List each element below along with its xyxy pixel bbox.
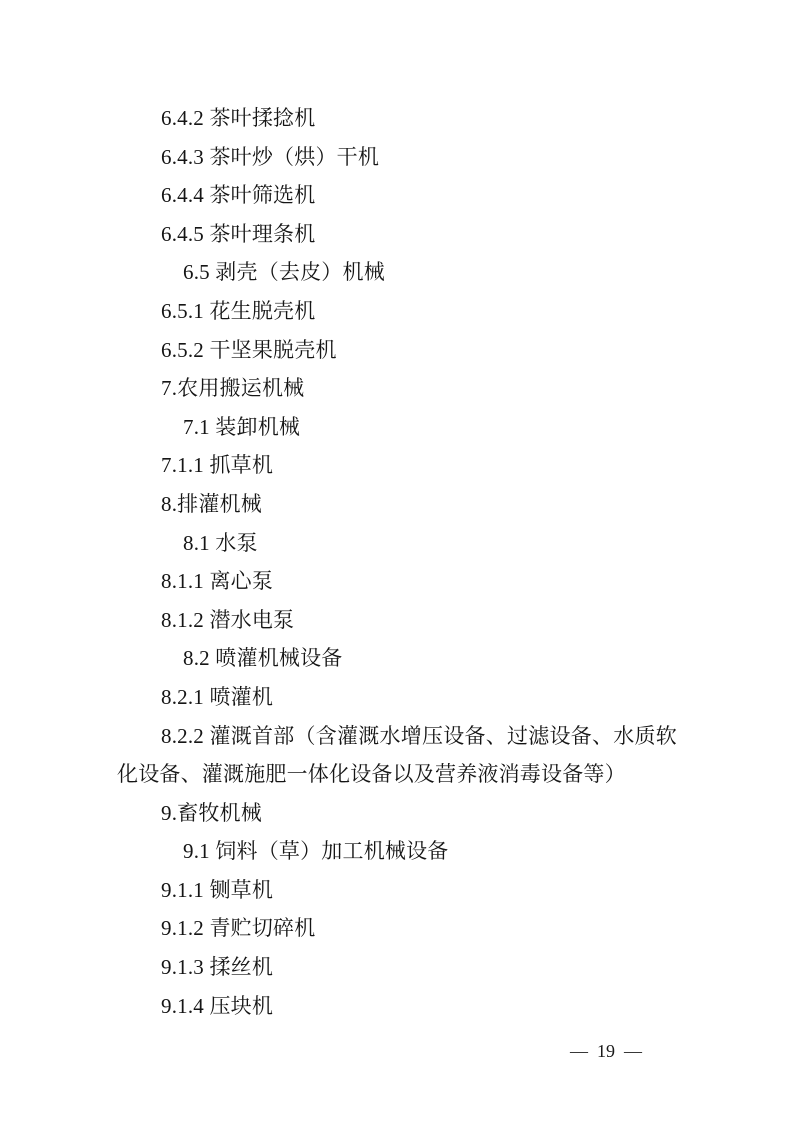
page-number: 19 bbox=[597, 1041, 615, 1061]
item-9-1-4: 9.1.4 压块机 bbox=[161, 993, 274, 1018]
document-body bbox=[117, 99, 677, 1025]
item-6-4-5: 6.4.5 茶叶理条机 bbox=[161, 221, 316, 246]
item-8-2: 8.2 喷灌机械设备 bbox=[183, 646, 343, 671]
item-7: 7.农用搬运机械 bbox=[161, 376, 305, 401]
item-8-1-2: 8.1.2 潜水电泵 bbox=[161, 607, 295, 632]
item-6-5-1: 6.5.1 花生脱壳机 bbox=[161, 298, 316, 323]
item-6-4-2: 6.4.2 茶叶揉捻机 bbox=[161, 106, 316, 130]
item-7-1: 7.1 装卸机械 bbox=[183, 414, 301, 439]
item-8-1: 8.1 水泵 bbox=[183, 530, 258, 555]
item-9-1: 9.1 饲料（草）加工机械设备 bbox=[183, 839, 449, 864]
footer-right-dash: — bbox=[624, 1041, 642, 1061]
item-6-4-4: 6.4.4 茶叶筛选机 bbox=[161, 183, 316, 208]
item-6-5-2: 6.5.2 干坚果脱壳机 bbox=[161, 337, 337, 362]
item-9-1-2: 9.1.2 青贮切碎机 bbox=[161, 916, 316, 941]
item-8: 8.排灌机械 bbox=[161, 491, 262, 516]
item-8-2-1: 8.2.1 喷灌机 bbox=[161, 684, 274, 709]
item-9-1-3: 9.1.3 揉丝机 bbox=[161, 955, 274, 980]
item-7-1-1: 7.1.1 抓草机 bbox=[161, 453, 274, 478]
item-8-2-2: 8.2.2 灌溉首部（含灌溉水增压设备、过滤设备、水质软化设备、灌溉施肥一体化设备以及营养液消毒设备等） bbox=[117, 723, 677, 787]
item-9-1-1: 9.1.1 铡草机 bbox=[161, 877, 274, 902]
item-6-4-3: 6.4.3 茶叶炒（烘）干机 bbox=[161, 144, 380, 169]
item-8-1-1: 8.1.1 离心泵 bbox=[161, 569, 274, 594]
page-footer bbox=[570, 1038, 642, 1064]
item-6-5: 6.5 剥壳（去皮）机械 bbox=[183, 260, 385, 285]
footer-left-dash: — bbox=[570, 1041, 588, 1061]
item-9: 9.畜牧机械 bbox=[161, 800, 262, 825]
